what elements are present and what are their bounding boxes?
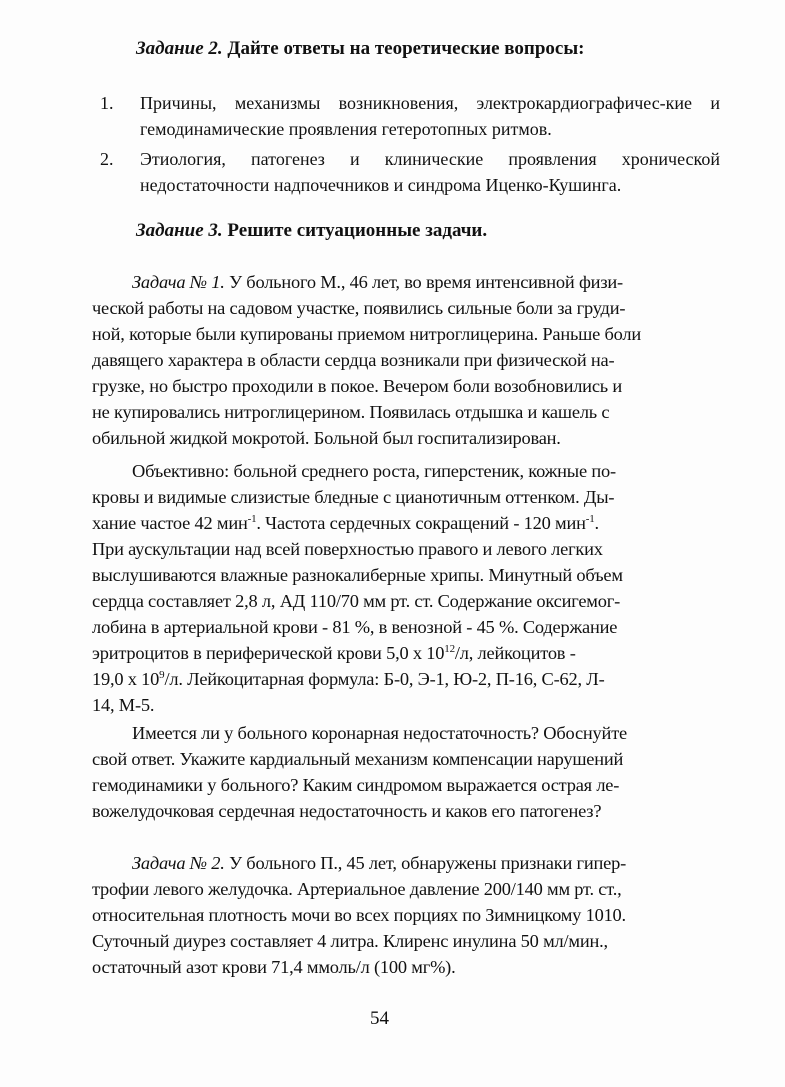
problem1-line: 19,0 х $10^9/л$. Лейкоцитарная формула: Б-0, Э-1, Ю-2, П-16, С-62, Л- xyxy=(92,668,605,689)
problem2-label: Задача № 2. xyxy=(132,853,225,873)
problem1-question: свой ответ. Укажите кардиальный механизм компенсации нарушений xyxy=(92,749,624,769)
problem2-line: относительная плотность мочи во всех порциях по Зимницкому 1010. xyxy=(92,905,626,925)
problem1-line: давящего характера в области сердца возникали при физической на- xyxy=(92,350,615,370)
problem1-line: не купировались нитроглицерином. Появилась отдышка и кашель с xyxy=(92,402,610,422)
problem2-line: трофии левого желудочка. Артериальное давление 200/140 мм рт. ст., xyxy=(92,879,622,899)
problem2-line: Задача № 2. У больного П., 45 лет, обнаружены признаки гипер- xyxy=(132,853,627,873)
problem1-label: Задача № 1. xyxy=(132,272,225,292)
problem1-line: ческой работы на садовом участке, появились сильные боли за груди- xyxy=(92,298,626,318)
problem1-line: выслушиваются влажные разнокалиберные хрипы. Минутный объем xyxy=(92,565,623,585)
problem1-line: Объективно: больной среднего роста, гиперстеник, кожные по- xyxy=(132,461,616,481)
problem1-question: гемодинамики у больного? Каким синдромом выражается острая ле- xyxy=(92,775,620,795)
problem1-line: 14, М-5. xyxy=(92,695,155,715)
problem1-question: вожелудочковая сердечная недостаточность и каков его патогенез? xyxy=(92,801,602,821)
page-number: 54 xyxy=(370,1008,389,1029)
task3-label: Задание 3. xyxy=(136,220,223,241)
task2-label: Задание 2. xyxy=(136,38,223,59)
task2-heading xyxy=(136,38,585,60)
problem1-line: При аускультации над всей поверхностью правого и левого легких xyxy=(92,539,603,559)
problem2-line: Суточный диурез составляет 4 литра. Клиренс инулина 50 мл/мин., xyxy=(92,931,608,951)
list-item: 1. Причины, механизмы возникновения, электрокардиографичес-кие и гемодинамические проявления гетеротопных ритмов. xyxy=(100,93,720,139)
problem1-line: лобина в артериальной крови - 81 %, в венозной - 45 %. Содержание xyxy=(92,617,618,637)
problem1-line: кровы и видимые слизистые бледные с цианотичным оттенком. Ды- xyxy=(92,487,615,507)
task3-heading xyxy=(136,220,487,242)
list-item: 2. Этиология, патогенез и клинические проявления хронической недостаточности надпочечников и синдрома Иценко-Кушинга. xyxy=(100,149,720,195)
theory-questions-list xyxy=(100,90,720,198)
problem1-line: хание частое 42 мин$^{-1}$. Частота сердечных сокращений - 120 мин$^{-1}$. xyxy=(92,512,599,533)
problem2-line: остаточный азот крови 71,4 ммоль/л (100 мг%). xyxy=(92,957,456,977)
problem1-line: грузке, но быстро проходили в покое. Вечером боли возобновились и xyxy=(92,376,623,396)
problem1-line: ной, которые были купированы приемом нитроглицерина. Раньше боли xyxy=(92,324,642,344)
task3-title: Решите ситуационные задачи. xyxy=(227,220,488,241)
problem1-line: сердца составляет 2,8 л, АД 110/70 мм рт. ст. Содержание оксигемог- xyxy=(92,591,621,611)
problem1-question: Имеется ли у больного коронарная недостаточность? Обоснуйте xyxy=(132,723,627,743)
problem1-line: Задача № 1. У больного М., 46 лет, во время интенсивной физи- xyxy=(132,272,623,292)
task2-title: Дайте ответы на теоретические вопросы: xyxy=(227,38,585,59)
problem1-line: обильной жидкой мокротой. Больной был госпитализирован. xyxy=(92,428,561,448)
problem1-line: эритроцитов в периферической крови 5,0 х $10^{12}/л$, лейкоцитов - xyxy=(92,642,576,663)
